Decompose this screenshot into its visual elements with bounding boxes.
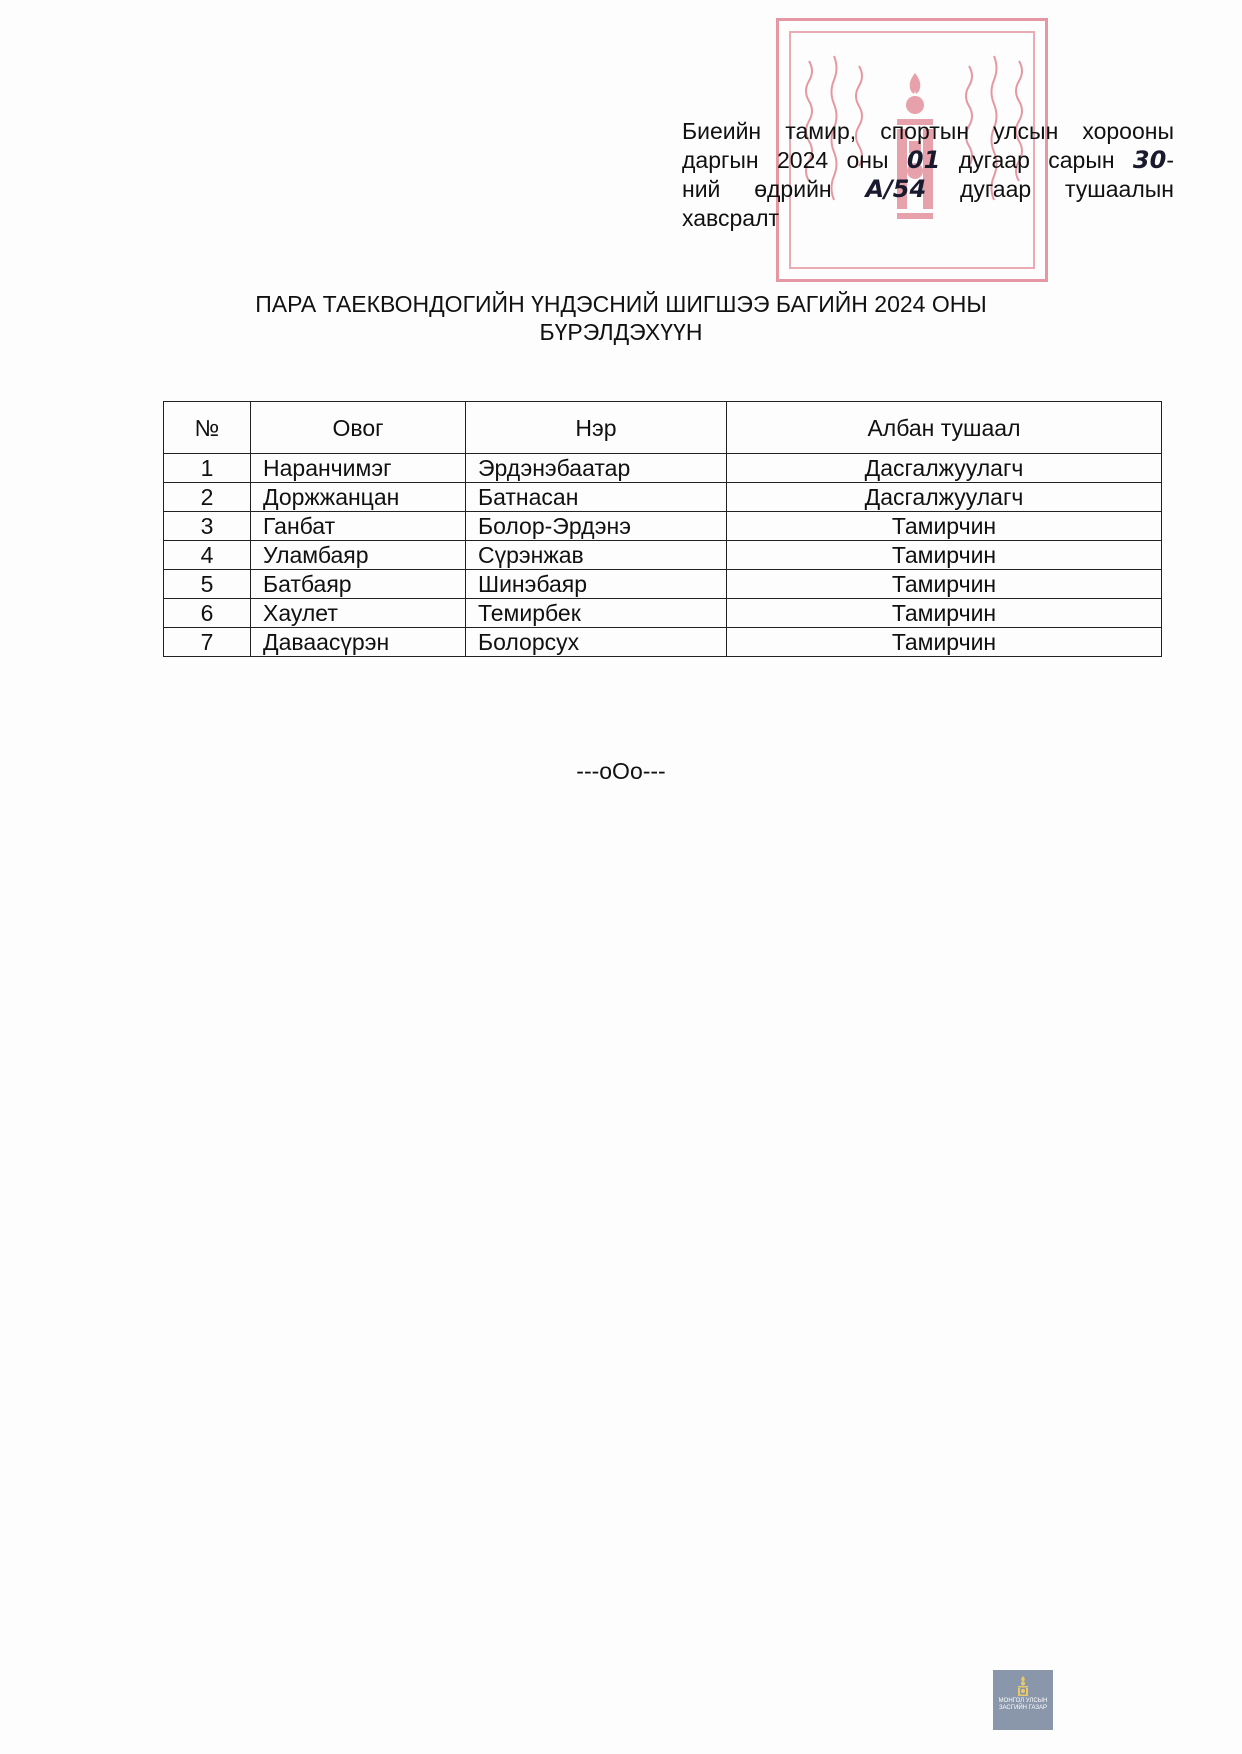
appendix-line-2-c: - bbox=[1166, 147, 1174, 173]
soyombo-icon bbox=[1016, 1676, 1030, 1696]
appendix-line-3 bbox=[682, 175, 1174, 204]
table-header-row bbox=[164, 402, 1162, 454]
table-row bbox=[164, 599, 1162, 628]
cell-number: 2 bbox=[164, 483, 251, 512]
cell-position: Тамирчин bbox=[727, 570, 1162, 599]
cell-position: Тамирчин bbox=[727, 541, 1162, 570]
cell-name: Сүрэнжав bbox=[466, 541, 727, 570]
cell-surname: Даваасүрэн bbox=[251, 628, 466, 657]
appendix-note bbox=[682, 117, 1174, 233]
header-name: Нэр bbox=[466, 402, 727, 454]
header-surname: Овог bbox=[251, 402, 466, 454]
header-number: № bbox=[164, 402, 251, 454]
cell-name: Шинэбаяр bbox=[466, 570, 727, 599]
cell-surname: Батбаяр bbox=[251, 570, 466, 599]
cell-position: Дасгалжуулагч bbox=[727, 483, 1162, 512]
title-line-1: ПАРА ТАЕКВОНДОГИЙН ҮНДЭСНИЙ ШИГШЭЭ БАГИЙН 2024 ОНЫ bbox=[255, 291, 987, 317]
cell-surname: Доржжанцан bbox=[251, 483, 466, 512]
appendix-line-4: хавсралт bbox=[682, 205, 780, 231]
cell-surname: Хаулет bbox=[251, 599, 466, 628]
cell-surname: Наранчимэг bbox=[251, 454, 466, 483]
closing-mark: ---oOo--- bbox=[576, 758, 666, 784]
appendix-line-3-b: дугаар тушаалын bbox=[926, 176, 1174, 202]
cell-name: Болорсух bbox=[466, 628, 727, 657]
table-row bbox=[164, 570, 1162, 599]
table-row bbox=[164, 454, 1162, 483]
team-roster-table bbox=[163, 401, 1162, 657]
table-row bbox=[164, 512, 1162, 541]
appendix-line-3-a: ний өдрийн bbox=[682, 176, 866, 202]
cell-number: 1 bbox=[164, 454, 251, 483]
table-row bbox=[164, 628, 1162, 657]
appendix-line-2-b: дугаар сарын bbox=[940, 147, 1133, 173]
handwritten-order-number: А/54 bbox=[865, 175, 927, 203]
handwritten-month: 01 bbox=[906, 146, 941, 174]
cell-number: 4 bbox=[164, 541, 251, 570]
title-line-2: БҮРЭЛДЭХҮҮН bbox=[539, 319, 703, 345]
cell-number: 3 bbox=[164, 512, 251, 541]
header-position: Албан тушаал bbox=[727, 402, 1162, 454]
cell-surname: Ганбат bbox=[251, 512, 466, 541]
appendix-line-1: Биеийн тамир, спортын улсын хорооны bbox=[682, 118, 1174, 144]
handwritten-day: 30 bbox=[1132, 146, 1167, 174]
cell-position: Тамирчин bbox=[727, 628, 1162, 657]
cell-name: Батнасан bbox=[466, 483, 727, 512]
cell-name: Темирбек bbox=[466, 599, 727, 628]
cell-name: Эрдэнэбаатар bbox=[466, 454, 727, 483]
cell-number: 5 bbox=[164, 570, 251, 599]
document-title bbox=[200, 290, 1042, 346]
cell-position: Тамирчин bbox=[727, 512, 1162, 541]
badge-line-2: ЗАСГИЙН ГАЗАР bbox=[998, 1705, 1048, 1711]
table-row bbox=[164, 541, 1162, 570]
appendix-line-2-a: даргын 2024 оны bbox=[682, 147, 907, 173]
badge-line-1: МОНГОЛ УЛСЫН bbox=[998, 1698, 1048, 1704]
table-row bbox=[164, 483, 1162, 512]
appendix-line-2 bbox=[682, 146, 1174, 175]
cell-surname: Уламбаяр bbox=[251, 541, 466, 570]
cell-number: 7 bbox=[164, 628, 251, 657]
government-logo-badge bbox=[993, 1670, 1053, 1730]
cell-number: 6 bbox=[164, 599, 251, 628]
cell-name: Болор-Эрдэнэ bbox=[466, 512, 727, 541]
cell-position: Тамирчин bbox=[727, 599, 1162, 628]
cell-position: Дасгалжуулагч bbox=[727, 454, 1162, 483]
